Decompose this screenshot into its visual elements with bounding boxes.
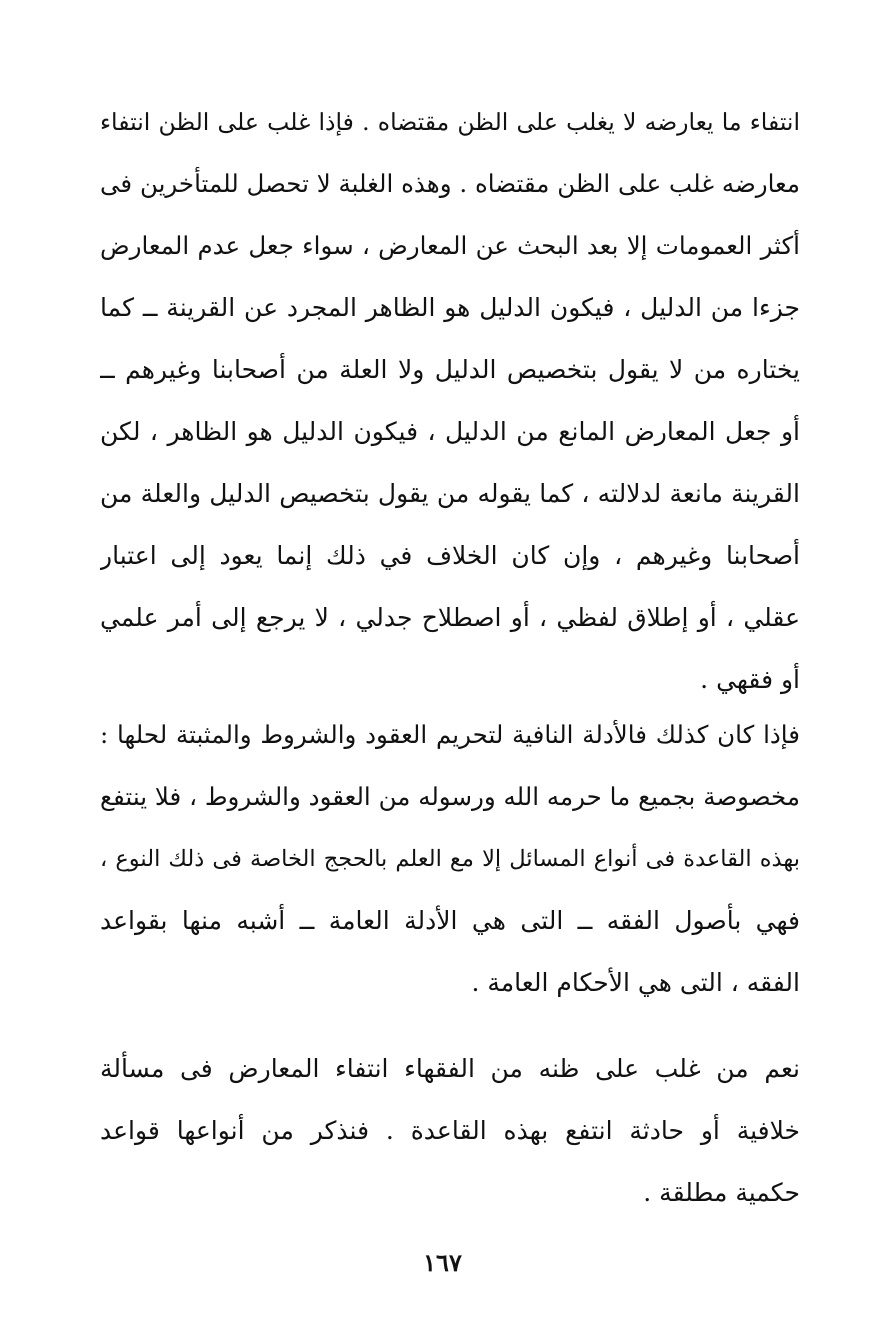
text-line: معارضه غلب على الظن مقتضاه . وهذه الغلبة لا تحصل للمتأخرين فى [100,169,800,198]
text-line: القرينة مانعة لدلالته ، كما يقوله من يقول بتخصيص الدليل والعلة من [100,479,800,508]
text-line: فإذا كان كذلك فالأدلة النافية لتحريم العقود والشروط والمثبتة لحلها : [100,720,800,749]
text-line: جزءا من الدليل ، فيكون الدليل هو الظاهر المجرد عن القرينة ــ كما [100,293,800,322]
text-line: أو جعل المعارض المانع من الدليل ، فيكون الدليل هو الظاهر ، لكن [100,417,800,446]
text-line: أو فقهي . [700,665,800,694]
text-line: بهذه القاعدة فى أنواع المسائل إلا مع العلم بالحجج الخاصة فى ذلك النوع ، [100,846,800,872]
text-line: الفقه ، التى هي الأحكام العامة . [471,968,800,997]
page-number: ١٦٧ [423,1248,462,1277]
text-line: عقلي ، أو إطلاق لفظي ، أو اصطلاح جدلي ، لا يرجع إلى أمر علمي [100,603,800,632]
text-line: نعم من غلب على ظنه من الفقهاء انتفاء المعارض فى مسألة [100,1054,800,1083]
text-line: يختاره من لا يقول بتخصيص الدليل ولا العلة من أصحابنا وغيرهم ــ [100,355,800,384]
text-line: حكمية مطلقة . [643,1178,800,1207]
paragraph-3 [100,1038,800,1224]
text-line: أصحابنا وغيرهم ، وإن كان الخلاف في ذلك إنما يعود إلى اعتبار [100,541,800,570]
text-line: خلافية أو حادثة انتفع بهذه القاعدة . فنذكر من أنواعها قواعد [100,1116,800,1145]
text-line: انتفاء ما يعارضه لا يغلب على الظن مقتضاه . فإذا غلب على الظن انتفاء [100,108,800,136]
paragraph-1 [100,91,800,711]
text-line: مخصوصة بجميع ما حرمه الله ورسوله من العقود والشروط ، فلا ينتفع [100,782,800,811]
text-line: أكثر العمومات إلا بعد البحث عن المعارض ، سواء جعل عدم المعارض [100,231,800,260]
text-line: فهي بأصول الفقه ــ التى هي الأدلة العامة ــ أشبه منها بقواعد [100,906,800,935]
paragraph-2 [100,704,800,1014]
